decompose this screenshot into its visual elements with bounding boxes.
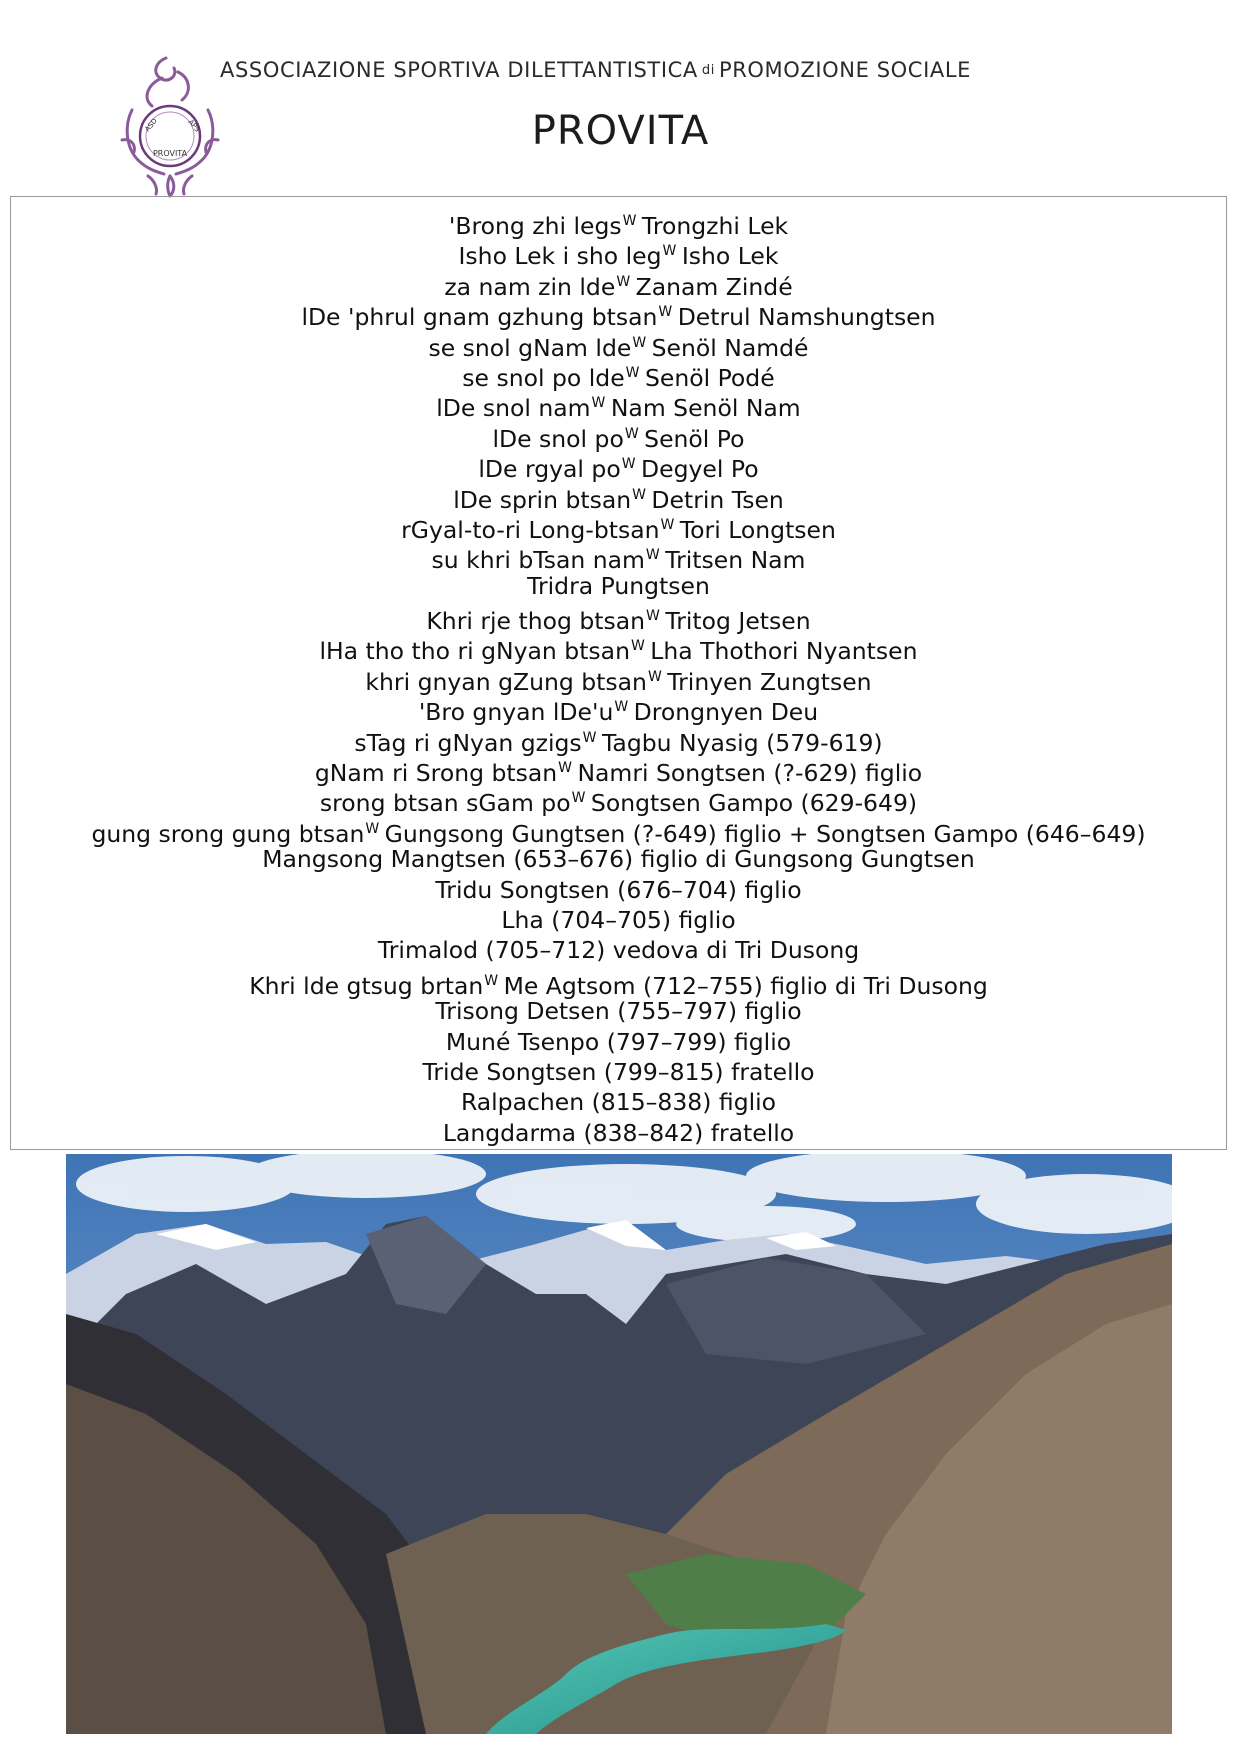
king-tibetan-name: Tridra Pungtsen: [527, 571, 710, 600]
king-common-name: Tagbu Nyasig (579-619): [601, 728, 883, 757]
superscript-w: W: [662, 243, 681, 260]
king-common-name: Tritsen Nam: [665, 546, 806, 575]
king-tibetan-name: za nam zin lde: [444, 272, 616, 301]
superscript-w: W: [632, 334, 651, 351]
king-tibetan-name: se snol gNam lde: [428, 333, 632, 362]
superscript-w: W: [647, 668, 667, 685]
king-entry: [11, 1118, 1226, 1148]
superscript-w: W: [658, 304, 677, 321]
king-common-name: Me Agtsom (712–755) figlio di Tri Dusong: [503, 971, 988, 1000]
king-entry: [11, 510, 1226, 544]
king-tibetan-name: rGyal-to-ri Long-btsan: [401, 515, 660, 544]
org-line-part1: ASSOCIAZIONE SPORTIVA DILETTANTISTICA: [220, 58, 698, 82]
king-entry: [11, 540, 1226, 575]
org-line-part2: PROMOZIONE SOCIALE: [718, 58, 971, 82]
logo-text-right: APS: [186, 118, 202, 134]
king-common-name: Drongnyen Deu: [633, 698, 819, 727]
king-tibetan-name: Isho Lek i sho leg: [458, 242, 662, 271]
king-common-name: Senöl Po: [644, 424, 745, 453]
org-line-di: di: [701, 63, 715, 78]
king-entry: [11, 1087, 1226, 1117]
king-entry: [11, 206, 1226, 240]
king-common-name: Gungsong Gungtsen (?-649) figlio + Songtsen Gampo (646–649): [384, 819, 1146, 848]
king-tibetan-name: sTag ri gNyan gzigs: [354, 728, 582, 757]
king-entry: [11, 814, 1226, 848]
king-common-name: Songtsen Gampo (629-649): [590, 789, 918, 818]
king-tibetan-name: Mangsong Mangtsen (653–676) figlio di Gungsong Gungtsen: [262, 845, 975, 874]
king-tibetan-name: su khri bTsan nam: [431, 546, 645, 575]
king-entry: [11, 601, 1226, 636]
superscript-w: W: [558, 760, 577, 777]
kings-list-box: [10, 196, 1227, 1150]
king-common-name: Senöl Namdé: [651, 333, 809, 362]
king-entry: [11, 692, 1226, 727]
king-entry: [11, 358, 1226, 392]
logo-text-left: ASD: [143, 116, 159, 134]
organization-name: PROVITA: [531, 108, 710, 154]
king-entry: [11, 1057, 1226, 1087]
king-tibetan-name: lHa tho tho ri gNyan btsan: [319, 637, 630, 666]
king-common-name: Detrul Namshungtsen: [677, 303, 936, 332]
superscript-w: W: [614, 699, 633, 716]
king-entry: [11, 753, 1226, 788]
superscript-w: W: [632, 486, 651, 503]
king-tibetan-name: lDe sprin btsan: [453, 485, 632, 514]
superscript-w: W: [591, 395, 610, 412]
king-entry: [11, 267, 1226, 301]
king-tibetan-name: 'Bro gnyan lDe'u: [418, 698, 614, 727]
superscript-w: W: [625, 364, 644, 381]
king-entry: [11, 480, 1226, 514]
king-entry: [11, 996, 1226, 1026]
king-tibetan-name: Tridu Songtsen (676–704) figlio: [435, 875, 802, 904]
king-tibetan-name: se snol po lde: [462, 363, 625, 392]
superscript-w: W: [660, 516, 679, 533]
king-entry: [11, 875, 1226, 905]
king-entry: [11, 1027, 1226, 1057]
king-entry: [11, 297, 1226, 332]
king-tibetan-name: Trisong Detsen (755–797) figlio: [435, 997, 802, 1026]
king-tibetan-name: gNam ri Srong btsan: [314, 759, 558, 788]
king-common-name: Degyel Po: [641, 455, 759, 484]
superscript-w: W: [582, 729, 601, 746]
king-entry: [11, 419, 1226, 453]
king-common-name: Trinyen Zungtsen: [667, 667, 872, 696]
kings-list: [11, 206, 1226, 1148]
king-common-name: Tritog Jetsen: [665, 607, 811, 636]
king-tibetan-name: Khri lde gtsug brtan: [249, 971, 484, 1000]
king-tibetan-name: lDe 'phrul gnam gzhung btsan: [301, 303, 658, 332]
superscript-w: W: [621, 456, 641, 473]
superscript-w: W: [484, 972, 503, 989]
king-common-name: Isho Lek: [681, 242, 779, 271]
king-common-name: Namri Songtsen (?-629) figlio: [577, 759, 923, 788]
logo-text-bottom: PROVITA: [152, 149, 188, 158]
organization-full-name: [220, 58, 1040, 82]
superscript-w: W: [630, 638, 650, 655]
superscript-w: W: [616, 273, 635, 290]
king-entry: [11, 236, 1226, 271]
king-common-name: Zanam Zindé: [635, 272, 793, 301]
king-tibetan-name: khri gnyan gZung btsan: [365, 667, 647, 696]
superscript-w: W: [365, 820, 384, 837]
king-entry: [11, 966, 1226, 1000]
king-entry: [11, 328, 1226, 362]
king-entry: [11, 631, 1226, 666]
king-tibetan-name: Langdarma (838–842) fratello: [442, 1118, 795, 1147]
king-common-name: Tori Longtsen: [679, 515, 836, 544]
king-tibetan-name: Khri rje thog btsan: [426, 607, 646, 636]
superscript-w: W: [624, 425, 644, 442]
king-entry: [11, 844, 1226, 874]
king-entry: [11, 662, 1226, 696]
king-tibetan-name: Trimalod (705–712) vedova di Tri Dusong: [377, 936, 860, 965]
king-common-name: Lha Thothori Nyantsen: [650, 637, 918, 666]
king-tibetan-name: srong btsan sGam po: [319, 789, 571, 818]
superscript-w: W: [645, 547, 665, 564]
king-entry: [11, 449, 1226, 484]
king-common-name: Senöl Podé: [644, 363, 775, 392]
king-tibetan-name: lDe snol po: [492, 424, 624, 453]
king-entry: [11, 935, 1226, 965]
king-tibetan-name: lDe snol nam: [436, 394, 591, 423]
superscript-w: W: [571, 790, 590, 807]
king-tibetan-name: 'Brong zhi legs: [448, 212, 622, 240]
king-tibetan-name: Muné Tsenpo (797–799) figlio: [445, 1027, 792, 1056]
king-common-name: Nam Senöl Nam: [610, 394, 801, 423]
king-tibetan-name: Lha (704–705) figlio: [501, 905, 736, 934]
king-tibetan-name: lDe rgyal po: [478, 455, 621, 484]
king-tibetan-name: Tride Songtsen (799–815) fratello: [422, 1057, 815, 1086]
mountain-valley-photo: [66, 1154, 1172, 1734]
superscript-w: W: [622, 213, 641, 229]
king-entry: [11, 783, 1226, 818]
king-common-name: Detrin Tsen: [651, 485, 784, 514]
king-entry: [11, 388, 1226, 423]
king-entry: [11, 571, 1226, 601]
king-entry: [11, 723, 1226, 757]
superscript-w: W: [646, 608, 665, 625]
king-entry: [11, 905, 1226, 935]
king-tibetan-name: Ralpachen (815–838) figlio: [460, 1088, 777, 1117]
king-common-name: Trongzhi Lek: [641, 212, 789, 240]
king-tibetan-name: gung srong gung btsan: [91, 819, 365, 848]
